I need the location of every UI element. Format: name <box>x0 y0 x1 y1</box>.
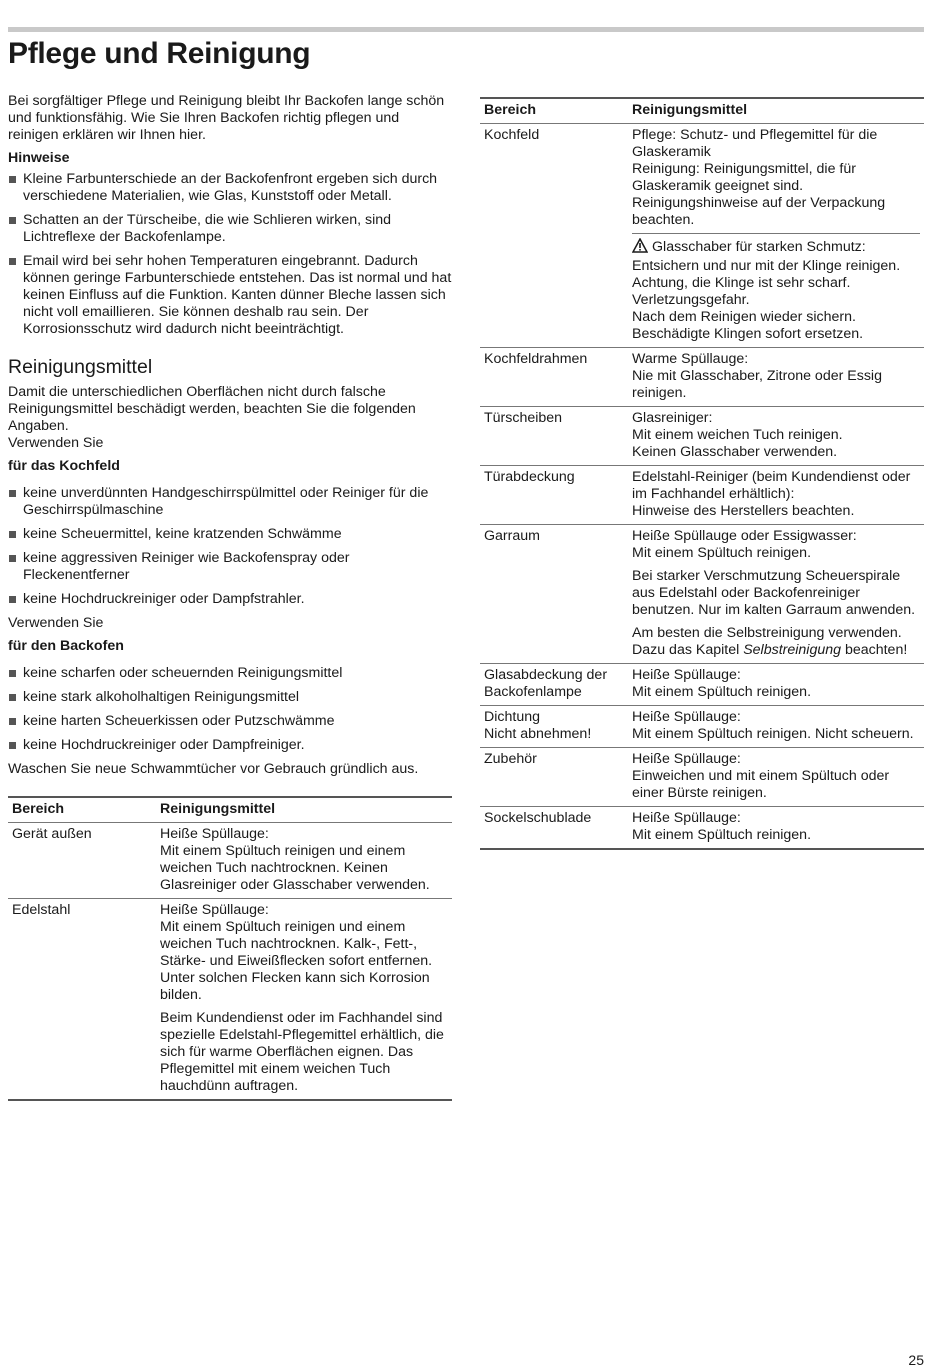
mittel-cell: Heiße Spüllauge oder Essigwasser: Mit einem Spültuch reinigen. Bei starker Verschmutzung Scheuerspirale aus Edelstahl oder Backofenreiniger benutzen. Nur im kalten Garraum anwenden. Am besten die Selbstreinigung verwenden. Dazu das Kapitel Selbstreinigung beachten! <box>628 525 924 664</box>
kochfeld-list <box>8 485 452 608</box>
bereich-cell: Türabdeckung <box>480 466 628 525</box>
reinigungsmittel-heading: Reinigungsmittel <box>8 356 153 378</box>
square-bullet-icon <box>9 490 16 497</box>
sponge-note: Waschen Sie neue Schwammtücher vor Gebrauch gründlich aus. <box>8 761 419 777</box>
table-row <box>8 823 452 899</box>
list-item: keine Hochdruckreiniger oder Dampfstrahler. <box>8 591 452 608</box>
bereich-cell: Kochfeldrahmen <box>480 348 628 407</box>
column-header: Reinigungsmittel <box>156 797 452 823</box>
square-bullet-icon <box>9 694 16 701</box>
mittel-cell: Heiße Spüllauge: Mit einem Spültuch reinigen und einem weichen Tuch nachtrocknen. Kalk-, Fett-, Stärke- und Eiweißflecken sofort entfernen. Unter solchen Flecken kann sich Korrosion bilden. Beim Kundendienst oder im Fachhandel sind spezielle Edelstahl-Pflegemittel erhältlich, die sich für warme Oberflächen eignen. Das Pflegemittel mit einem weichen Tuch hauchdünn auftragen. <box>156 899 452 1101</box>
bereich-cell: Garraum <box>480 525 628 664</box>
table-row <box>480 525 924 664</box>
bereich-cell: Sockelschublade <box>480 807 628 850</box>
bereich-cell: Gerät außen <box>8 823 156 899</box>
table-row <box>480 664 924 706</box>
table-row <box>480 748 924 807</box>
page-number: 25 <box>908 1352 924 1368</box>
list-item: keine stark alkoholhaltigen Reinigungsmittel <box>8 689 452 706</box>
left-column <box>8 93 452 1101</box>
table-row <box>480 807 924 850</box>
table-row <box>480 348 924 407</box>
table-row <box>8 899 452 1101</box>
bereich-cell: Edelstahl <box>8 899 156 1101</box>
right-cleaning-table <box>480 97 924 850</box>
left-cleaning-table <box>8 796 452 1101</box>
use-label: Verwenden Sie <box>8 435 104 451</box>
mittel-cell: Glasreiniger: Mit einem weichen Tuch reinigen. Keinen Glasschaber verwenden. <box>628 407 924 466</box>
intro-text: Bei sorgfältiger Pflege und Reinigung bleibt Ihr Backofen lange schön und funktionsfähig. Wie Sie Ihren Backofen richtig pflegen und reinigen erklären wir Ihnen hier. <box>8 93 445 143</box>
bereich-cell: Glasabdeckung der Backofenlampe <box>480 664 628 706</box>
list-item: keine scharfen oder scheuernden Reinigungsmittel <box>8 665 452 682</box>
list-item: Schatten an der Türscheibe, die wie Schlieren wirken, sind Lichtreflexe der Backofenlampe. <box>8 212 452 246</box>
table-row <box>480 466 924 525</box>
page-title: Pflege und Reinigung <box>8 37 311 70</box>
list-item: keine unverdünnten Handgeschirrspülmittel oder Reiniger für die Geschirrspülmaschine <box>8 485 452 519</box>
kochfeld-subheading: für das Kochfeld <box>8 458 120 474</box>
list-item: Kleine Farbunterschiede an der Backofenfront ergeben sich durch verschiedene Materialien, wie Glas, Kunststoff oder Metall. <box>8 171 452 205</box>
mittel-cell: Heiße Spüllauge: Mit einem Spültuch reinigen und einem weichen Tuch nachtrocknen. Keinen Glasreiniger oder Glasschaber verwenden. <box>156 823 452 899</box>
column-header: Bereich <box>8 797 156 823</box>
list-item: keine Hochdruckreiniger oder Dampfreiniger. <box>8 737 452 754</box>
mittel-cell: Edelstahl-Reiniger (beim Kundendienst oder im Fachhandel erhältlich): Hinweise des Herstellers beachten. <box>628 466 924 525</box>
mittel-cell: Pflege: Schutz- und Pflegemittel für die Glaskeramik Reinigung: Reinigungsmittel, die für Glaskeramik geeignet sind. Reinigungshinweise auf der Verpackung beachten. Glasschaber für starken Schmutz: Entsichern und nur mit der Klinge reinigen. Achtung, die Klinge ist sehr scharf. Verletzungsgefahr. Nach dem Reinigen wieder sichern. Beschädigte Klingen sofort ersetzen. <box>628 124 924 348</box>
mittel-cell: Heiße Spüllauge: Mit einem Spültuch reinigen. <box>628 664 924 706</box>
square-bullet-icon <box>9 555 16 562</box>
mittel-cell: Warme Spüllauge: Nie mit Glasschaber, Zitrone oder Essig reinigen. <box>628 348 924 407</box>
mittel-cell: Heiße Spüllauge: Mit einem Spültuch reinigen. Nicht scheuern. <box>628 706 924 748</box>
mittel-cell: Heiße Spüllauge: Mit einem Spültuch reinigen. <box>628 807 924 850</box>
use-label: Verwenden Sie <box>8 615 104 631</box>
list-item: keine aggressiven Reiniger wie Backofenspray oder Fleckenentferner <box>8 550 452 584</box>
table-row <box>480 407 924 466</box>
square-bullet-icon <box>9 670 16 677</box>
chapter-reference: Selbstreinigung <box>743 642 842 658</box>
mittel-cell: Heiße Spüllauge: Einweichen und mit einem Spültuch oder einer Bürste reinigen. <box>628 748 924 807</box>
top-rule <box>8 27 924 32</box>
table-header-row <box>480 98 924 124</box>
backofen-list <box>8 665 452 754</box>
table-row <box>480 124 924 348</box>
square-bullet-icon <box>9 596 16 603</box>
bereich-cell: Türscheiben <box>480 407 628 466</box>
table-row <box>480 706 924 748</box>
column-header: Bereich <box>480 98 628 124</box>
reinigungsmittel-intro: Damit die unterschiedlichen Oberflächen nicht durch falsche Reinigungsmittel beschädigt werden, beachten Sie die folgenden Angaben. <box>8 384 416 434</box>
square-bullet-icon <box>9 176 16 183</box>
square-bullet-icon <box>9 217 16 224</box>
list-item: keine harten Scheuerkissen oder Putzschwämme <box>8 713 452 730</box>
list-item: keine Scheuermittel, keine kratzenden Schwämme <box>8 526 452 543</box>
right-column <box>480 97 924 850</box>
column-header: Reinigungsmittel <box>628 98 924 124</box>
bereich-cell: Zubehör <box>480 748 628 807</box>
square-bullet-icon <box>9 742 16 749</box>
warning-triangle-icon <box>632 238 648 258</box>
square-bullet-icon <box>9 718 16 725</box>
warning-note: Glasschaber für starken Schmutz: Entsichern und nur mit der Klinge reinigen. Achtung, die Klinge ist sehr scharf. Verletzungsgefahr. Nach dem Reinigen wieder sichern. Beschädigte Klingen sofort ersetzen. <box>632 233 920 343</box>
bereich-cell: Dichtung Nicht abnehmen! <box>480 706 628 748</box>
square-bullet-icon <box>9 258 16 265</box>
backofen-subheading: für den Backofen <box>8 638 124 654</box>
square-bullet-icon <box>9 531 16 538</box>
table-header-row <box>8 797 452 823</box>
hinweise-heading: Hinweise <box>8 150 70 166</box>
bereich-cell: Kochfeld <box>480 124 628 348</box>
hinweise-list <box>8 171 452 338</box>
list-item: Email wird bei sehr hohen Temperaturen eingebrannt. Dadurch können geringe Farbunterschiede entstehen. Das ist normal und hat keinen Einfluss auf die Funktion. Kanten dünner Bleche lassen sich nicht voll emaillieren. Sie können deshalb rau sein. Der Korrosionsschutz wird dadurch nicht beeinträchtigt. <box>8 253 452 338</box>
